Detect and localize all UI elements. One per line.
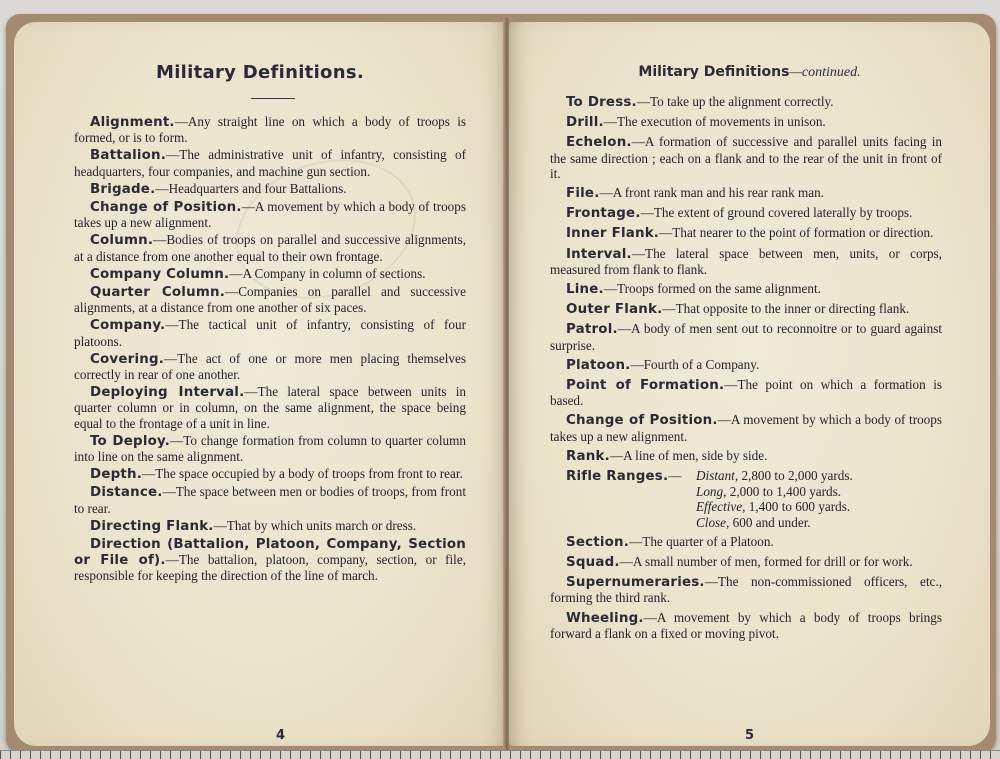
definition-term: Outer Flank. <box>566 302 663 318</box>
definition-entry <box>74 518 466 534</box>
definition-entry <box>74 433 466 464</box>
rifle-ranges-label <box>550 468 696 484</box>
definition-dash: — <box>668 468 682 484</box>
definition-term: Patrol. <box>566 322 618 338</box>
definition-term: Frontage. <box>566 206 641 222</box>
definitions-list-right <box>550 94 942 645</box>
definition-text: —Troops formed on the same alignment. <box>603 281 821 297</box>
definition-term: Deploying Interval. <box>90 385 245 401</box>
definition-text: —A body of men sent out to reconnoitre or to guard against surprise. <box>550 321 942 353</box>
definition-term: Squad. <box>566 555 620 571</box>
definition-entry <box>550 448 942 464</box>
definition-entry <box>550 610 942 641</box>
definition-text: —To change formation from column to quarter column into line on the same alignment. <box>74 432 467 465</box>
definition-term: Line. <box>566 282 604 298</box>
definition-term: Directing Flank. <box>90 518 214 534</box>
definition-text: —A movement by which a body of troops brings forward a flank on a fixed or moving pivot. <box>550 609 942 641</box>
definition-term: Platoon. <box>566 357 631 373</box>
definition-entry <box>74 114 466 145</box>
definition-term: Direction (Battalion, Platoon, Company, Section or File of). <box>74 537 466 569</box>
definition-entry <box>74 181 466 197</box>
definition-entry <box>74 266 466 282</box>
definition-text: —The lateral space between men, units, or corps, measured from flank to flank. <box>550 245 942 277</box>
definition-text: —A movement by which a body of troops takes up a new alignment. <box>550 412 942 444</box>
definition-text: —Bodies of troops on parallel and successive alignments, at a distance from one another equal to their own frontage. <box>74 232 466 264</box>
definition-term: Depth. <box>90 467 143 483</box>
definition-text: —Fourth of a Company. <box>630 356 760 372</box>
definition-term: Rank. <box>566 448 610 464</box>
definition-entry <box>74 199 466 230</box>
definition-text: —A formation of successive and parallel units facing in the same direction ; each on a flank and to the rear of the unit in front of it. <box>550 134 942 181</box>
scan-ruler <box>0 750 1000 759</box>
definition-text: —The execution of movements in unison. <box>603 114 826 130</box>
definitions-list-left <box>74 114 466 586</box>
definition-text: —The space occupied by a body of troops from front to rear. <box>142 466 463 482</box>
definition-entry <box>74 317 466 348</box>
left-page <box>14 22 506 746</box>
definition-term: To Deploy. <box>90 433 170 449</box>
definition-text: —The point on which a formation is based. <box>550 377 942 409</box>
definition-term: Change of Position. <box>566 413 718 429</box>
rifle-range-row <box>550 468 942 484</box>
definition-text: —Any straight line on which a body of troops is formed, or is to form. <box>74 114 466 146</box>
definition-term: Covering. <box>90 351 165 367</box>
definition-entry <box>550 134 942 181</box>
definition-term: Quarter Column. <box>90 285 225 301</box>
definition-text: —A line of men, side by side. <box>609 447 768 463</box>
page-title-suffix: —continued. <box>789 65 861 80</box>
rifle-range-name: Effective, <box>696 499 746 515</box>
rifle-range-name: Long, <box>696 484 727 500</box>
definition-entry <box>550 205 942 221</box>
definition-entry <box>550 225 942 241</box>
definition-term: Rifle Ranges. <box>566 469 669 485</box>
definition-term: Column. <box>90 233 154 249</box>
page-title: Military Definitions. <box>156 62 364 83</box>
definition-entry <box>550 185 942 201</box>
definition-text: —The non-commissioned officers, etc., forming the third rank. <box>550 574 942 606</box>
definition-entry <box>74 351 466 382</box>
rifle-range-row <box>550 515 942 530</box>
page-title-continued <box>509 64 990 81</box>
definition-entry <box>550 554 942 570</box>
definition-entry <box>550 301 942 317</box>
rifle-range-distance: 2,800 to 2,000 yards. <box>738 468 853 484</box>
definition-text: —The space between men or bodies of troops, from front to rear. <box>74 484 466 516</box>
definition-entry <box>74 284 466 315</box>
definition-entry <box>550 114 942 130</box>
definition-entry <box>550 281 942 297</box>
definitions-group-after <box>550 534 942 641</box>
definition-entry <box>74 484 466 515</box>
definition-term: Company. <box>90 318 166 334</box>
definition-entry <box>550 357 942 373</box>
definition-term: Distance. <box>90 485 163 501</box>
definition-text: —The tactical unit of infantry, consisting of four platoons. <box>74 317 466 349</box>
definition-term: Change of Position. <box>90 200 242 216</box>
definition-text: —The extent of ground covered laterally by troops. <box>640 205 913 221</box>
page-number: 5 <box>745 728 755 743</box>
definition-term: Company Column. <box>90 266 230 282</box>
definition-term: Drill. <box>566 115 604 131</box>
definition-term: File. <box>566 186 600 202</box>
definition-text: —A Company in column of sections. <box>229 265 426 281</box>
rifle-range-distance: 1,400 to 600 yards. <box>745 499 851 515</box>
title-divider <box>251 98 295 99</box>
definition-entry <box>74 466 466 482</box>
definition-term: Echelon. <box>566 135 632 151</box>
definition-term: To Dress. <box>566 95 637 110</box>
definition-entry-rifle-ranges <box>550 468 942 530</box>
rifle-range-name: Close, <box>696 514 730 530</box>
definition-text: —The lateral space between units in quarter column or in column, on the same alignment, the space being equal to the frontage of a unit in line. <box>74 384 466 431</box>
definition-term: Wheeling. <box>566 610 644 626</box>
rifle-range-name: Distant, <box>696 468 739 484</box>
definition-text: —To take up the alignment correctly. <box>636 94 834 109</box>
right-page <box>509 22 990 746</box>
rifle-range-value <box>696 468 853 484</box>
definition-text: —Companies on parallel and successive alignments, at a distance from one another of six paces. <box>74 284 467 316</box>
definition-entry <box>74 232 466 263</box>
rifle-range-row <box>550 499 942 514</box>
definition-term: Battalion. <box>90 148 167 164</box>
definition-text: —The quarter of a Platoon. <box>629 533 774 549</box>
rifle-range-distance: 600 and under. <box>729 514 811 530</box>
definition-text: —A front rank man and his rear rank man. <box>599 185 824 201</box>
definition-text: —That by which units march or dress. <box>213 517 417 533</box>
page-title-text: Military Definitions <box>638 64 790 80</box>
definition-entry <box>550 321 942 352</box>
definition-term: Point of Formation. <box>566 378 725 394</box>
definition-entry <box>550 574 942 605</box>
definitions-group-before <box>550 94 942 464</box>
rifle-range-distance: 2,000 to 1,400 yards. <box>726 484 842 500</box>
definition-text: —Headquarters and four Battalions. <box>155 180 347 196</box>
definition-text: —A movement by which a body of troops takes up a new alignment. <box>74 199 466 231</box>
definition-text: —A small number of men, formed for drill or for work. <box>619 554 913 570</box>
definition-entry <box>550 246 942 277</box>
definition-text: —The administrative unit of infantry, consisting of headquarters, four companies, and machine gun section. <box>74 147 466 179</box>
definition-term: Brigade. <box>90 181 156 197</box>
definition-entry <box>74 536 466 584</box>
definition-entry <box>74 384 466 431</box>
definition-entry <box>550 377 942 408</box>
definition-text: —The act of one or more men placing themselves correctly in rear of one another. <box>74 350 466 383</box>
definition-entry <box>74 147 466 178</box>
rifle-range-row <box>550 484 942 499</box>
definition-term: Alignment. <box>90 115 175 130</box>
page-number: 4 <box>276 728 286 743</box>
definition-term: Inner Flank. <box>566 226 660 242</box>
definition-entry <box>550 534 942 550</box>
definition-text: —The battalion, platoon, company, section, or file, responsible for keeping the direction of the line of march. <box>74 552 466 584</box>
definition-entry <box>550 94 942 110</box>
definition-term: Section. <box>566 534 630 550</box>
definition-term: Supernumeraries. <box>566 575 705 591</box>
definition-text: —That opposite to the inner or directing flank. <box>662 301 910 317</box>
definition-text: —That nearer to the point of formation or direction. <box>659 225 934 241</box>
definition-term: Interval. <box>566 246 632 262</box>
definition-entry <box>550 412 942 443</box>
